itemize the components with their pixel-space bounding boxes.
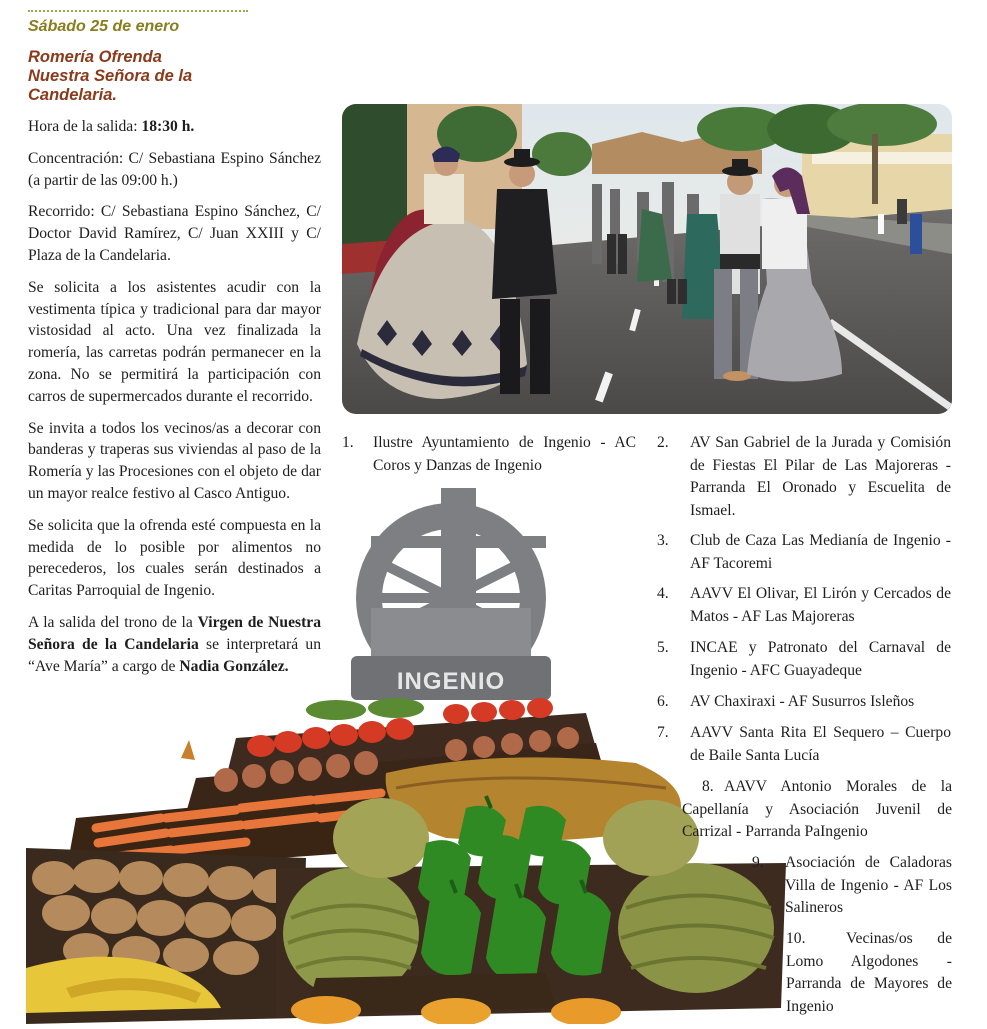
concentration-info: Concentración: C/ Sebastiana Espino Sánchez (a partir de las 09:00 h.) xyxy=(28,149,321,189)
attire-info: Se solicita a los asistentes acudir con la vestimenta típica y tradicional para dar mayor vistosidad al acto. Una vez finalizada la romería, las carretas podrán permanecer en la zona. No se permitirá la participación con carros de supermercados durante el recorrido. xyxy=(28,278,321,405)
list-item-4 xyxy=(657,583,951,628)
list-item-3 xyxy=(657,530,951,575)
throne-text-1: A la salida del trono de la xyxy=(28,613,198,631)
list-item-2 xyxy=(657,432,951,522)
event-date: Sábado 25 de enero xyxy=(28,18,180,35)
event-title-line-3: Candelaria. xyxy=(28,86,117,104)
list-item-8 xyxy=(682,776,952,844)
header-dotted-rule xyxy=(28,10,248,12)
departure-time-label: Hora de la salida: xyxy=(28,118,142,135)
list-item-text: AAVV El Olivar, El Lirón y Cercados de Matos - AF Las Majoreras xyxy=(690,585,951,625)
list-item-number: 4. xyxy=(657,585,669,602)
list-item-6 xyxy=(657,691,951,714)
list-item-9 xyxy=(752,852,952,920)
departure-time xyxy=(28,116,321,138)
list-item-number: 1. xyxy=(342,434,354,451)
list-item-number: 8. xyxy=(702,778,714,795)
list-item-number: 7. xyxy=(657,724,669,741)
list-item-text: Club de Caza Las Medianía de Ingenio - AF Tacoremi xyxy=(690,532,951,572)
route-info: Recorrido: C/ Sebastiana Espino Sánchez, C/ Doctor David Ramírez, C/ Juan XXIII y C/ Plaza de la Candelaria. xyxy=(28,203,321,264)
ingenio-sign-text: INGENIO xyxy=(396,668,506,695)
list-item-number: 10. xyxy=(786,930,806,947)
list-item-text: AV Chaxiraxi - AF Susurros Isleños xyxy=(690,693,915,710)
list-item-10 xyxy=(786,928,952,1018)
list-item-number: 2. xyxy=(657,434,669,451)
event-title-line-2: Nuestra Señora de la xyxy=(28,67,193,85)
event-title-line-1: Romería Ofrenda xyxy=(28,48,162,66)
offering-info: Se solicita que la ofrenda esté compuesta en la medida de lo posible por alimentos no perecederos, los cuales serán destinados a Caritas Parroquial de Ingenio. xyxy=(28,516,321,600)
list-item-text: INCAE y Patronato del Carnaval de Ingenio - AFC Guayadeque xyxy=(690,639,951,679)
throne-text-2: se interpretará un “Ave María” a cargo de xyxy=(28,635,321,675)
list-item-1 xyxy=(342,432,636,477)
list-item-text: Asociación de Caladoras Villa de Ingenio - AF Los Salineros xyxy=(785,854,952,916)
list-item-text: Ilustre Ayuntamiento de Ingenio - AC Coros y Danzas de Ingenio xyxy=(373,434,636,474)
decoration-info: Se invita a todos los vecinos/as a decorar con banderas y traperas sus viviendas al paso de la Romería y las Procesiones con el objeto de dar un mayor realce festivo al Casco Antiguo. xyxy=(28,419,321,502)
departure-time-value: 18:30 h. xyxy=(141,118,195,135)
throne-singer-name: Nadia González. xyxy=(179,657,289,675)
list-item-text: AV San Gabriel de la Jurada y Comisión de Fiestas El Pilar de Las Majoreras - Parranda El Oronado y Escuelita de Ismael. xyxy=(690,434,951,519)
list-item-number: 5. xyxy=(657,639,669,656)
list-item-7 xyxy=(657,722,951,767)
list-item-text: AAVV Santa Rita El Sequero – Cuerpo de Baile Santa Lucía xyxy=(690,724,951,764)
list-item-5 xyxy=(657,637,951,682)
list-item-text: AAVV Antonio Morales de la Capellanía y Asociación Juvenil de Carrizal - Parranda PaIngenio xyxy=(682,778,952,840)
list-item-number: 3. xyxy=(657,532,669,549)
list-item-number: 9. xyxy=(752,854,764,871)
list-item-number: 6. xyxy=(657,693,669,710)
list-item-text: Vecinas/os de Lomo Algodones - Parranda de Mayores de Ingenio xyxy=(786,930,952,1015)
event-title xyxy=(28,48,288,105)
dancers-photo xyxy=(342,104,952,414)
throne-virgin-name: Virgen de Nuestra Señora de la Candelaria xyxy=(28,613,321,653)
